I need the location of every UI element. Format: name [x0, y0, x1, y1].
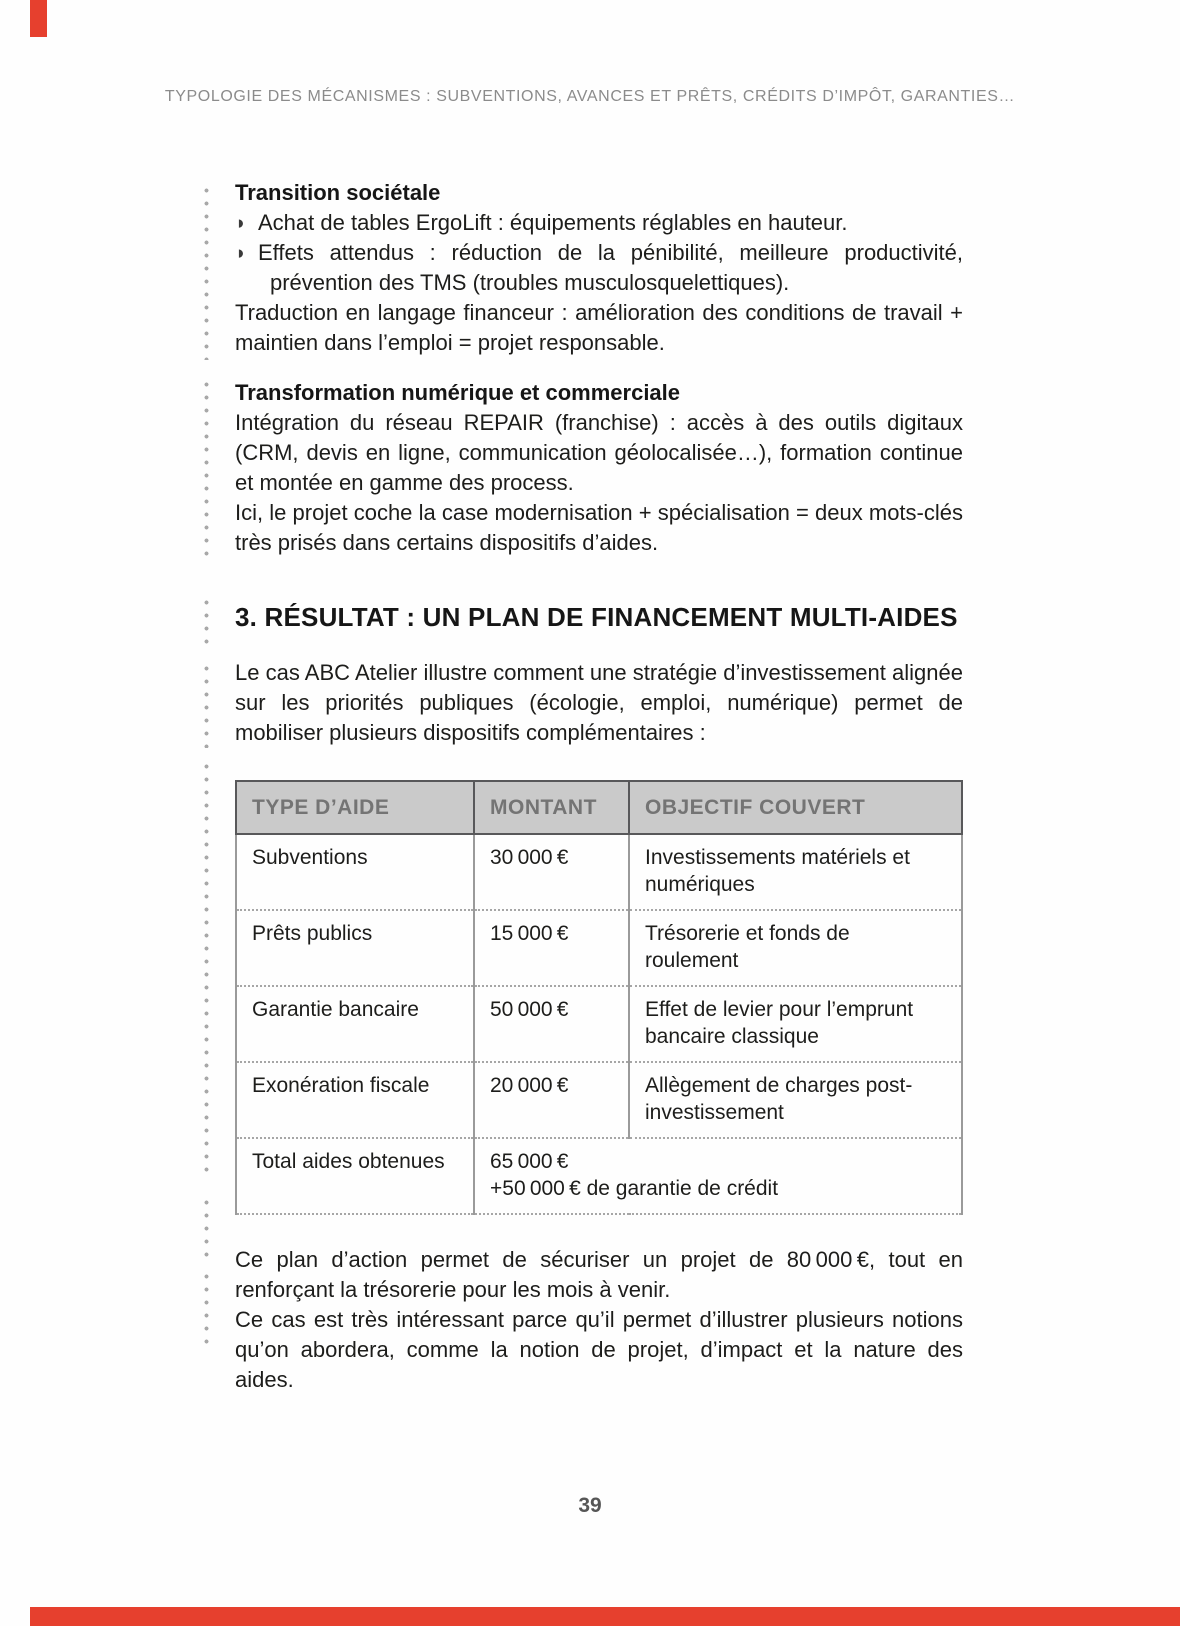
chapter-color-tab [30, 0, 47, 37]
dotted-rule-segment [204, 760, 209, 1180]
dotted-rule-segment [204, 184, 209, 360]
dotted-rule-segment [204, 1270, 209, 1352]
text-column [235, 178, 963, 1395]
running-head: TYPOLOGIE DES MÉCANISMES : SUBVENTIONS, AVANCES ET PRÊTS, CRÉDITS D’IMPÔT, GARANTIES… [164, 88, 1016, 105]
bullet-icon: ◗ [235, 243, 247, 264]
cell-objectif: Allègement de charges post-investissement [629, 1062, 962, 1138]
cell-objectif: Investissements matériels et numériques [629, 834, 962, 910]
bullet-text: Achat de tables ErgoLift : équipements réglables en hauteur. [258, 210, 848, 235]
dotted-rule-segment [204, 1196, 209, 1262]
cell-objectif: Effet de levier pour l’emprunt bancaire classique [629, 986, 962, 1062]
bottom-color-band [30, 1607, 1180, 1626]
section-title-resultat: 3. RÉSULTAT : UN PLAN DE FINANCEMENT MULTI-AIDES [235, 602, 958, 632]
total-guarantee: +50 000 € de garantie de crédit [490, 1177, 779, 1200]
cell-total-values [474, 1138, 962, 1214]
subsection-title-transformation-numerique: Transformation numérique et commerciale [235, 380, 681, 405]
column-header-objectif: OBJECTIF COUVERT [629, 781, 962, 834]
paragraph-traduction: Traduction en langage financeur : amélioration des conditions de travail + maintien dans l’emploi = projet responsable. [235, 300, 963, 355]
cell-type: Prêts publics [236, 910, 474, 986]
cell-montant: 50 000 € [474, 986, 629, 1062]
paragraph-modernisation: Ici, le projet coche la case modernisation + spécialisation = deux mots-clés très prisés dans certains dispositifs d’aides. [235, 500, 963, 555]
column-header-montant: MONTANT [474, 781, 629, 834]
table-header-row [236, 781, 962, 834]
column-header-type: TYPE D’AIDE [236, 781, 474, 834]
cell-type: Garantie bancaire [236, 986, 474, 1062]
bullet-text: Effets attendus : réduction de la pénibilité, meilleure productivité, prévention des TMS (troubles musculosquelettiques). [258, 240, 963, 295]
page-number: 39 [578, 1494, 602, 1517]
table-row [236, 986, 962, 1062]
subsection-title-transition-societale: Transition sociétale [235, 180, 441, 205]
paragraph-intro-plan: Le cas ABC Atelier illustre comment une stratégie d’investissement alignée sur les priorités publiques (écologie, emploi, numérique) permet de mobiliser plusieurs dispositifs complémentaires : [235, 660, 963, 745]
cell-type-total: Total aides obtenues [236, 1138, 474, 1214]
total-amount: 65 000 € [490, 1150, 569, 1173]
table-row [236, 834, 962, 910]
cell-montant: 30 000 € [474, 834, 629, 910]
cell-type: Subventions [236, 834, 474, 910]
dotted-rule-segment [204, 378, 209, 560]
paragraph-integration: Intégration du réseau REPAIR (franchise) : accès à des outils digitaux (CRM, devis en ligne, communication géolocalisée…), formation continue et montée en gamme des process. [235, 410, 963, 495]
table-total-row [236, 1138, 962, 1214]
paragraph-outro-2: Ce cas est très intéressant parce qu’il permet d’illustrer plusieurs notions qu’on abordera, comme la notion de projet, d’impact et la nature des aides. [235, 1307, 963, 1392]
cell-montant: 20 000 € [474, 1062, 629, 1138]
table-row [236, 1062, 962, 1138]
dotted-rule-segment [204, 662, 209, 748]
bullet-icon: ◗ [235, 213, 247, 234]
bullet-item [235, 238, 963, 298]
cell-objectif: Trésorerie et fonds de roulement [629, 910, 962, 986]
table-row [236, 910, 962, 986]
dotted-rule-segment [204, 596, 209, 648]
bullet-item [235, 208, 963, 238]
financing-table [235, 780, 963, 1215]
paragraph-outro-1: Ce plan d’action permet de sécuriser un projet de 80 000 €, tout en renforçant la trésorerie pour les mois à venir. [235, 1247, 963, 1302]
cell-montant: 15 000 € [474, 910, 629, 986]
cell-type: Exonération fiscale [236, 1062, 474, 1138]
